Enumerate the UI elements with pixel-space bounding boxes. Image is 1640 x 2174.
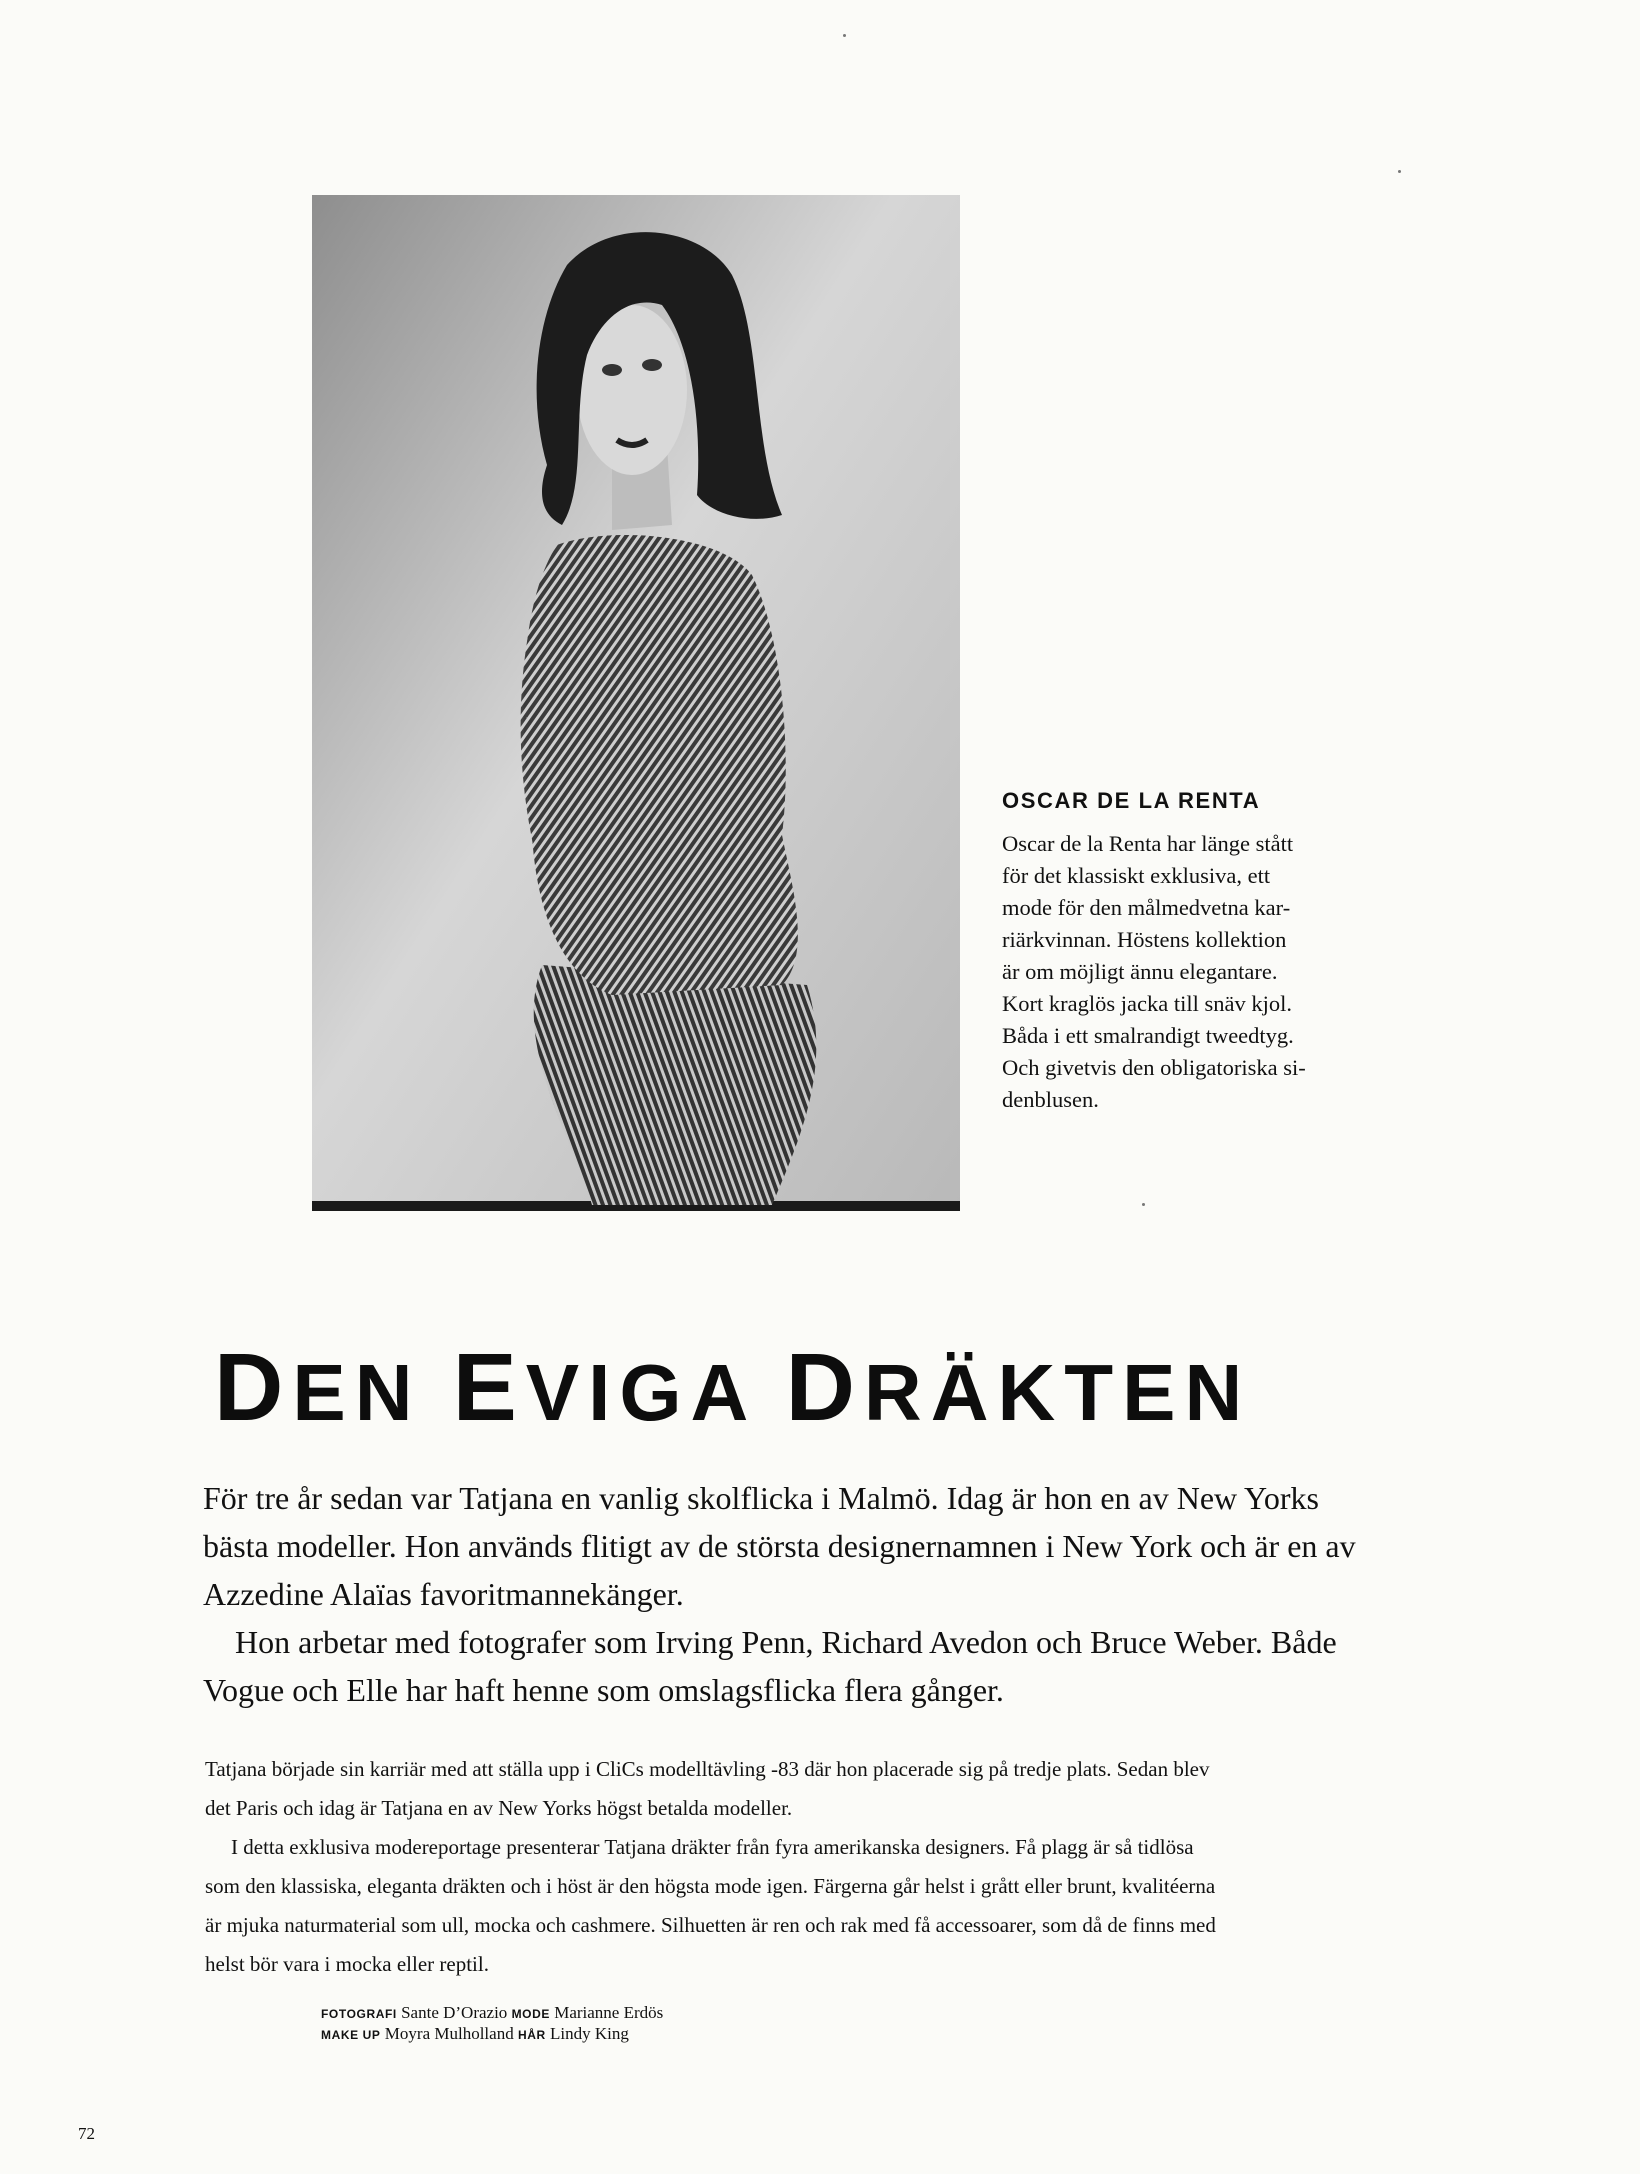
headline-initial: D bbox=[214, 1334, 293, 1441]
body-line: helst bör vara i mocka eller reptil. bbox=[205, 1952, 489, 1976]
caption-line: Och givetvis den obligatoriska si- bbox=[1002, 1055, 1306, 1080]
credit-photographer: Sante D’Orazio bbox=[401, 2003, 508, 2022]
fashion-photo bbox=[312, 195, 960, 1211]
caption-line: Båda i ett smalrandigt tweedtyg. bbox=[1002, 1023, 1294, 1048]
body-paragraph bbox=[205, 1750, 1435, 1828]
credit-label-makeup: MAKE UP bbox=[321, 2028, 381, 2042]
article-headline bbox=[214, 1334, 1434, 1441]
print-speck bbox=[1142, 1203, 1145, 1206]
caption-line: riärkvinnan. Höstens kollektion bbox=[1002, 927, 1287, 952]
headline-word: RÄKTEN bbox=[863, 1348, 1252, 1437]
body-paragraph bbox=[205, 1828, 1435, 1984]
designer-description bbox=[1002, 828, 1350, 1116]
credit-label-hair: HÅR bbox=[517, 2028, 546, 2042]
body-line: det Paris och idag är Tatjana en av New Yorks högst betalda modeller. bbox=[205, 1796, 793, 1820]
lead-paragraph bbox=[203, 1618, 1443, 1714]
caption-line: denblusen. bbox=[1002, 1087, 1099, 1112]
body-line: som den klassiska, eleganta dräkten och i höst är den högsta mode igen. Färgerna går helst i grått eller brunt, kvalitéerna bbox=[205, 1874, 1216, 1898]
headline-initial: D bbox=[785, 1334, 864, 1441]
page-number: 72 bbox=[78, 2124, 95, 2143]
lead-line: Hon arbetar med fotografer som Irving Penn, Richard Avedon och Bruce Weber. Både bbox=[235, 1624, 1337, 1660]
body-line: I detta exklusiva modereportage presenterar Tatjana dräkter från fyra amerikanska designers. Få plagg är så tidlösa bbox=[231, 1835, 1194, 1859]
caption-line: Oscar de la Renta har länge stått bbox=[1002, 831, 1294, 856]
lead-line: Vogue och Elle har haft henne som omslagsflicka flera gånger. bbox=[203, 1672, 1004, 1708]
lead-paragraph bbox=[203, 1474, 1443, 1618]
photo-credits bbox=[321, 2003, 663, 2045]
credit-stylist: Marianne Erdös bbox=[554, 2003, 664, 2022]
body-line: är mjuka naturmaterial som ull, mocka och cashmere. Silhuetten är ren och rak med få accessoarer, som då de finns med bbox=[205, 1913, 1216, 1937]
caption-line: mode för den målmedvetna kar- bbox=[1002, 895, 1291, 920]
credit-hair-stylist: Lindy King bbox=[550, 2024, 629, 2043]
model-portrait-illustration bbox=[312, 195, 960, 1211]
lead-line: bästa modeller. Hon används flitigt av de största designernamnen i New York och är en av bbox=[203, 1528, 1356, 1564]
print-speck bbox=[843, 34, 846, 37]
designer-caption bbox=[1002, 788, 1350, 1116]
body-line: Tatjana började sin karriär med att ställa upp i CliCs modelltävling -83 där hon placerade sig på tredje plats. Sedan blev bbox=[205, 1757, 1210, 1781]
article-lead bbox=[203, 1474, 1443, 1714]
headline-initial: E bbox=[452, 1334, 526, 1441]
print-speck bbox=[1398, 170, 1401, 173]
lead-line: Azzedine Alaïas favoritmannekänger. bbox=[203, 1576, 684, 1612]
caption-line: för det klassiskt exklusiva, ett bbox=[1002, 863, 1271, 888]
caption-line: är om möjligt ännu elegantare. bbox=[1002, 959, 1278, 984]
credit-label-photo: FOTOGRAFI bbox=[321, 2007, 397, 2021]
credits-line bbox=[321, 2003, 663, 2024]
headline-word: VIGA bbox=[525, 1348, 755, 1437]
designer-title: OSCAR DE LA RENTA bbox=[1002, 788, 1261, 813]
lead-line: För tre år sedan var Tatjana en vanlig skolflicka i Malmö. Idag är hon en av New Yorks bbox=[203, 1480, 1319, 1516]
credit-label-fashion: MODE bbox=[511, 2007, 550, 2021]
article-body bbox=[205, 1750, 1435, 1984]
credit-makeup-artist: Moyra Mulholland bbox=[384, 2024, 514, 2043]
credits-line bbox=[321, 2024, 663, 2045]
headline-word: EN bbox=[292, 1348, 422, 1437]
caption-line: Kort kraglös jacka till snäv kjol. bbox=[1002, 991, 1292, 1016]
